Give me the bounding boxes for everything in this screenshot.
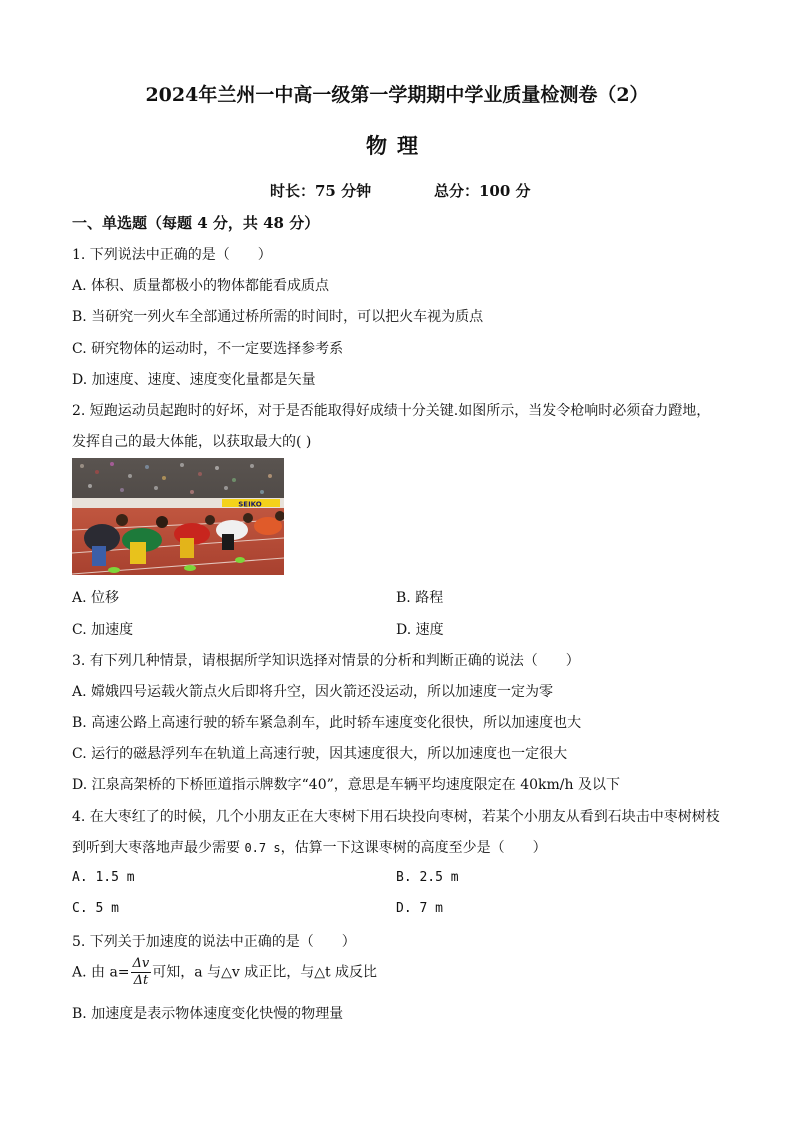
question-3-option-b: B. 高速公路上高速行驶的轿车紧急刹车，此时轿车速度变化很快，所以加速度也大	[72, 715, 582, 731]
question-4-option-b: B. 2.5 m	[396, 870, 459, 885]
question-4-stem-prefix: 到听到大枣落地声最少需要	[72, 840, 245, 856]
question-2-stem-line1: 2. 短跑运动员起跑时的好坏，对于是否能取得好成绩十分关键.如图所示，当发令枪响时必须奋力蹬地，	[72, 403, 711, 419]
question-2-option-b: B. 路程	[396, 590, 444, 606]
question-4-time-value: 0.7 s	[244, 841, 281, 855]
sprint-start-photo	[72, 458, 284, 575]
question-1-option-b: B. 当研究一列火车全部通过桥所需的时间时，可以把火车视为质点	[72, 309, 484, 325]
question-4-option-c: C. 5 m	[72, 901, 119, 916]
question-4-stem-line1: 4. 在大枣红了的时候，几个小朋友正在大枣树下用石块投向枣树，若某个小朋友从看到石块击中枣树树枝	[72, 809, 720, 825]
question-5-option-b: B. 加速度是表示物体速度变化快慢的物理量	[72, 1006, 344, 1022]
subject-title: 物理	[366, 133, 428, 158]
exam-title: 2024年兰州一中高一级第一学期期中学业质量检测卷（2）	[145, 84, 649, 106]
advertising-banner-text: SEIKO	[238, 500, 262, 509]
question-3-stem: 3. 有下列几种情景，请根据所学知识选择对情景的分析和判断正确的说法（ ）	[72, 653, 580, 669]
question-2-option-d: D. 速度	[396, 622, 444, 638]
question-1-option-c: C. 研究物体的运动时，不一定要选择参考系	[72, 341, 344, 357]
question-1-stem: 1. 下列说法中正确的是（ ）	[72, 247, 272, 263]
fraction-denominator: Δt	[133, 973, 149, 988]
question-2-stem-line2: 发挥自己的最大体能，以获取最大的( )	[72, 434, 312, 450]
question-2-option-c: C. 加速度	[72, 622, 134, 638]
question-1-option-d: D. 加速度、速度、速度变化量都是矢量	[72, 372, 316, 388]
question-5-option-a	[72, 956, 377, 989]
question-3-option-c: C. 运行的磁悬浮列车在轨道上高速行驶，因其速度很大，所以加速度也一定很大	[72, 746, 568, 762]
question-5-option-a-suffix: 可知，a 与△v 成正比，与△t 成反比	[152, 964, 378, 981]
question-5-option-a-prefix: A. 由 a=	[72, 964, 130, 981]
question-3-option-a: A. 嫦娥四号运载火箭点火后即将升空，因火箭还没运动，所以加速度一定为零	[72, 684, 554, 700]
exam-total-score: 总分：100 分	[434, 182, 531, 200]
question-3-option-d: D. 江泉高架桥的下桥匝道指示牌数字“40”，意思是车辆平均速度限定在 40km/h 及以下	[72, 777, 620, 793]
question-4-option-a: A. 1.5 m	[72, 870, 135, 885]
question-5-stem: 5. 下列关于加速度的说法中正确的是（ ）	[72, 934, 356, 950]
exam-duration: 时长：75 分钟	[270, 182, 372, 200]
delta-v-over-delta-t-fraction	[131, 956, 152, 989]
question-4-stem-line2	[72, 837, 547, 857]
question-4-stem-suffix: ，估算一下这课枣树的高度至少是（ ）	[280, 840, 547, 856]
fraction-numerator: Δv	[132, 956, 150, 971]
section-heading: 一、单选题（每题 4 分，共 48 分）	[72, 214, 320, 232]
question-2-option-a: A. 位移	[72, 590, 120, 606]
question-4-option-d: D. 7 m	[396, 901, 443, 916]
question-1-option-a: A. 体积、质量都极小的物体都能看成质点	[72, 278, 330, 294]
